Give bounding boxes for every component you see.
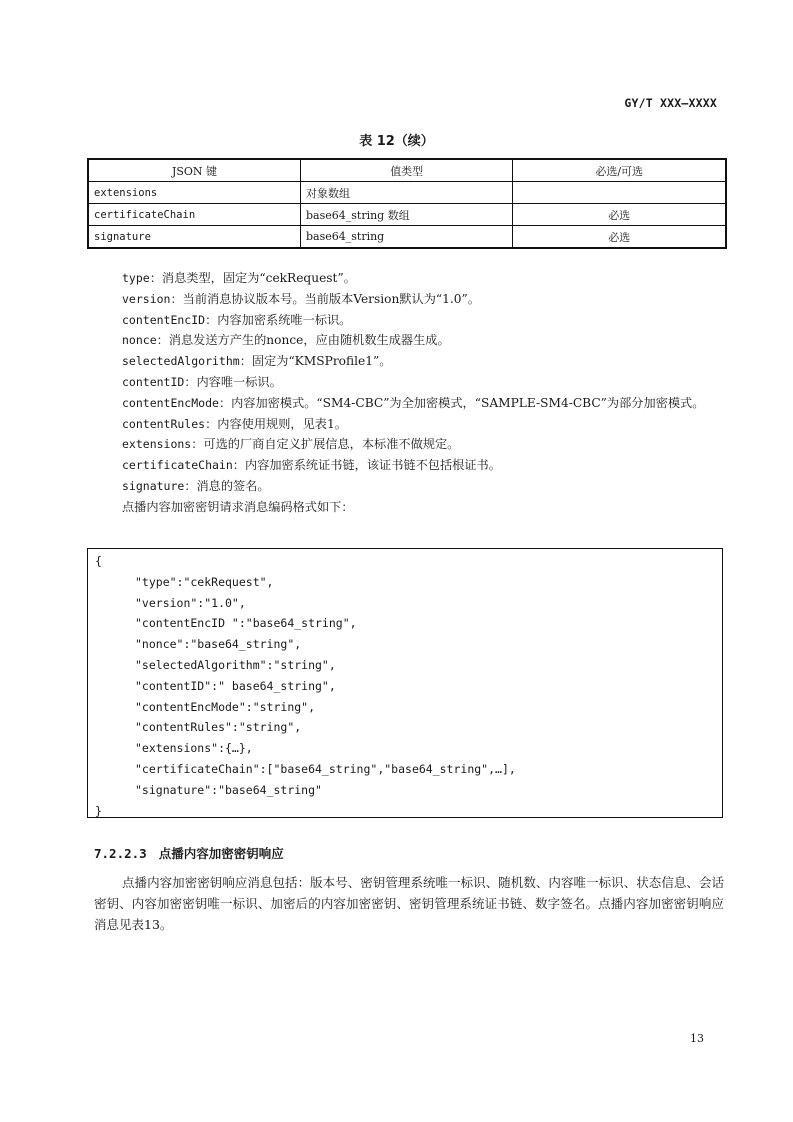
table-header-row <box>88 159 726 182</box>
definition-text: ：内容唯一标识。 <box>184 374 282 389</box>
json-key-cell: signature <box>88 226 301 249</box>
definition-key: type <box>122 271 150 285</box>
column-header: 必选/可选 <box>513 159 726 182</box>
code-line: "selectedAlgorithm":"string", <box>135 657 336 672</box>
json-key-cell: certificateChain <box>88 204 301 226</box>
definition-item <box>94 351 724 372</box>
code-line: "version":"1.0", <box>135 595 246 610</box>
value-type-cell: 对象数组 <box>301 182 513 204</box>
definition-text: ：可选的厂商自定义扩展信息，本标准不做规定。 <box>191 437 460 452</box>
section-paragraph: 点播内容加密密钥响应消息包括：版本号、密钥管理系统唯一标识、随机数、内容唯一标识、状态信息、会话密钥、内容加密密钥唯一标识、加密后的内容加密密钥、密钥管理系统证书链、数字签名。点播内容加密密钥响应消息见表13。 <box>94 875 724 932</box>
definition-text: ：内容加密模式。“SM4-CBC”为全加密模式，“SAMPLE-SM4-CBC”为部分加密模式。 <box>218 395 705 410</box>
section-title: 点播内容加密密钥响应 <box>158 846 284 861</box>
definition-text: ：内容使用规则，见表1。 <box>205 416 347 431</box>
value-type-cell: base64_string 数组 <box>301 204 513 226</box>
definition-text: ：当前消息协议版本号。当前版本Version默认为“1.0”。 <box>170 291 480 306</box>
definition-item <box>94 414 724 435</box>
definition-text: ：内容加密系统唯一标识。 <box>205 312 352 327</box>
code-block <box>87 548 723 818</box>
definition-key: contentRules <box>122 416 206 431</box>
definition-item <box>94 372 724 393</box>
value-type-cell: base64_string <box>301 226 513 249</box>
definition-key: extensions <box>122 437 192 452</box>
definition-text: ：消息发送方产生的nonce，应由随机数生成器生成。 <box>156 333 450 348</box>
definition-item <box>94 455 724 476</box>
definition-key: nonce <box>122 333 157 348</box>
code-line: "extensions":{…}, <box>135 741 253 756</box>
spec-table <box>87 158 727 249</box>
definition-item <box>66 393 724 414</box>
table-caption: 表 12（续） <box>359 134 434 149</box>
table-row <box>88 204 726 226</box>
definition-key: certificateChain <box>122 458 233 473</box>
definition-key: contentEncMode <box>122 395 219 410</box>
json-key-cell: extensions <box>88 182 301 204</box>
table-row <box>88 226 726 249</box>
code-intro: 点播内容加密密钥请求消息编码格式如下： <box>122 499 354 514</box>
definition-item <box>94 289 724 310</box>
required-cell: 必选 <box>513 226 726 249</box>
code-line: "type":"cekRequest", <box>135 574 274 589</box>
code-line: "contentRules":"string", <box>135 720 302 735</box>
standard-code: GY/T XXX—XXXX <box>624 96 717 110</box>
definition-text: ：内容加密系统证书链，该证书链不包括根证书。 <box>232 458 501 473</box>
definition-key: version <box>122 291 171 306</box>
definition-item <box>94 476 724 497</box>
page-number: 13 <box>690 1032 704 1045</box>
column-header: 值类型 <box>301 159 513 182</box>
definition-item <box>94 434 724 455</box>
code-line: "signature":"base64_string" <box>135 782 322 797</box>
definition-item <box>94 310 724 331</box>
code-line: } <box>95 803 102 818</box>
definition-key: signature <box>122 478 185 493</box>
definition-text: ：消息类型，固定为“cekRequest”。 <box>149 271 356 285</box>
definition-item <box>94 268 724 289</box>
definition-text: ：消息的签名。 <box>184 478 270 493</box>
code-line: "contentID":" base64_string", <box>135 678 336 693</box>
code-line: "nonce":"base64_string", <box>135 637 302 652</box>
section-heading <box>94 844 284 862</box>
definition-key: contentEncID <box>122 312 206 327</box>
definition-text: ：固定为“KMSProfile1”。 <box>239 354 392 369</box>
field-definitions <box>94 268 724 518</box>
required-cell <box>513 182 726 204</box>
code-line: "contentEncID ":"base64_string", <box>135 616 357 631</box>
section-body <box>94 872 724 935</box>
code-line: "certificateChain":["base64_string","base64_string",…], <box>135 761 516 776</box>
code-line: "contentEncMode":"string", <box>135 699 316 714</box>
definition-key: contentID <box>122 374 185 389</box>
required-cell: 必选 <box>513 204 726 226</box>
column-header: JSON 键 <box>88 159 301 182</box>
definition-key: selectedAlgorithm <box>122 354 240 369</box>
definition-item <box>94 330 724 351</box>
section-number: 7.2.2.3 <box>94 846 147 861</box>
code-line: { <box>95 554 102 568</box>
table-row <box>88 182 726 204</box>
